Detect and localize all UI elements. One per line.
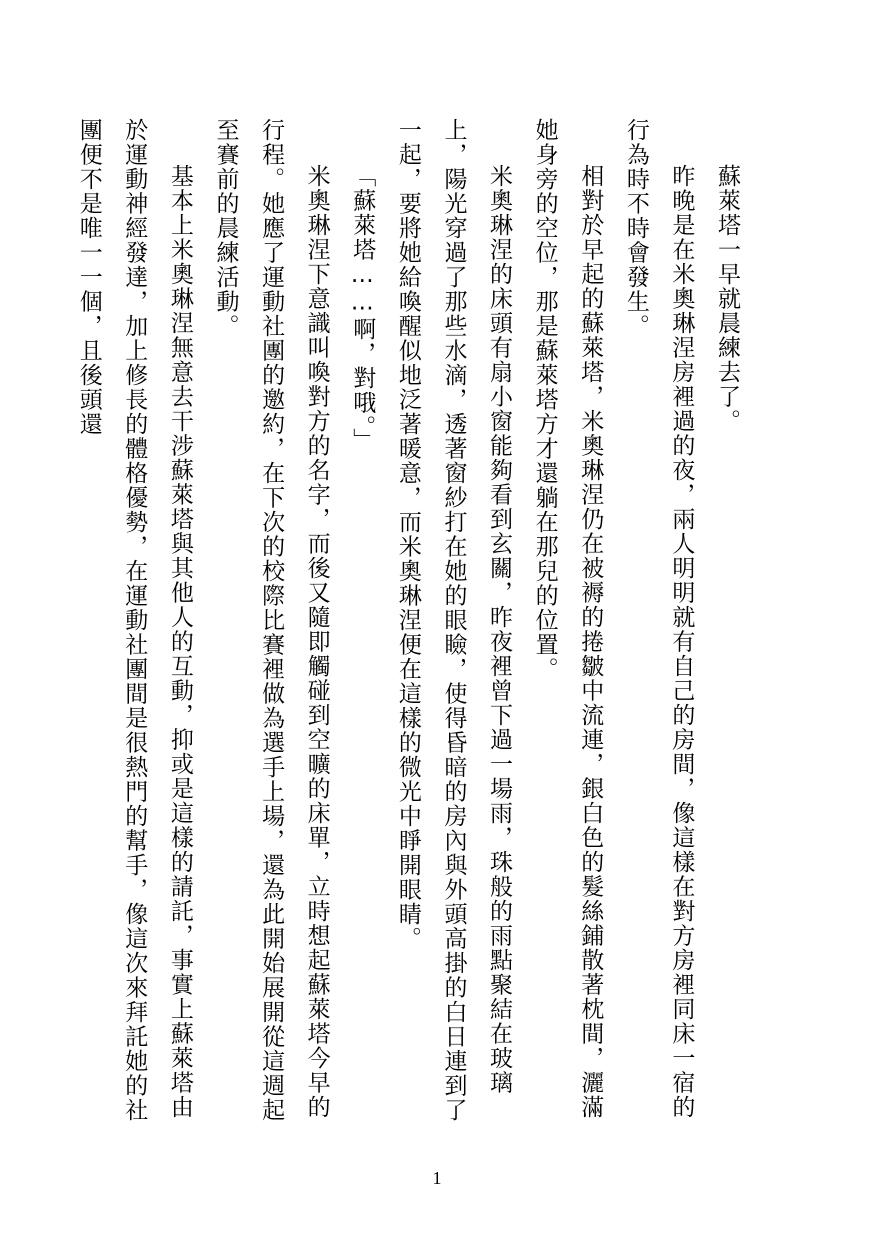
paragraph-1: 蘇萊塔一早就晨練去了。: [714, 164, 740, 434]
paragraph-2: 昨晚是在米奧琳涅房裡過的夜，兩人明明就有自己的房間，像這樣在對方房裡同床一宿的行為時不時會發生。: [622, 118, 695, 1120]
page-number: 1: [432, 1168, 442, 1188]
paragraph-3: 相對於早起的蘇萊塔，米奧琳涅仍在被褥的捲皺中流連，銀白色的髮絲鋪散著枕間，灑滿她身旁的空位，那是蘇萊塔方才還躺在那兒的位置。: [531, 118, 604, 1120]
paragraph-7: 基本上米奧琳涅無意去干涉蘇萊塔與其他人的互動，抑或是這樣的請託，事實上蘇萊塔由於運動神經發達，加上修長的體格優勢，在運動社團間是很熱門的幫手，像這次來拜託她的社團便不是唯一一個，且後頭還: [75, 118, 193, 1123]
paragraph-5-dialogue: 「蘇萊塔……啊，對哦。」: [349, 164, 376, 453]
paragraph-4: 米奧琳涅的床頭有扇小窗能夠看到玄關，昨夜裡曾下過一場雨，珠般的雨點聚結在玻璃上，陽光穿過了那些水滴，透著窗紗打在她的眼瞼，使得昏暗的房內與外頭高掛的白日連到了一起，要將她給喚醒似地泛著暖意，而米奧琳涅便在這樣的微光中睜開眼睛。: [394, 118, 513, 1123]
vertical-text-body: [75, 118, 749, 1138]
paragraph-6: 米奧琳涅下意識叫喚對方的名字，而後又隨即觸碰到空曠的床單，立時想起蘇萊塔今早的行程。她應了運動社團的邀約，在下次的校際比賽裡做為選手上場，還為此開始展開從這週起至賽前的晨練活動。: [212, 118, 330, 1123]
